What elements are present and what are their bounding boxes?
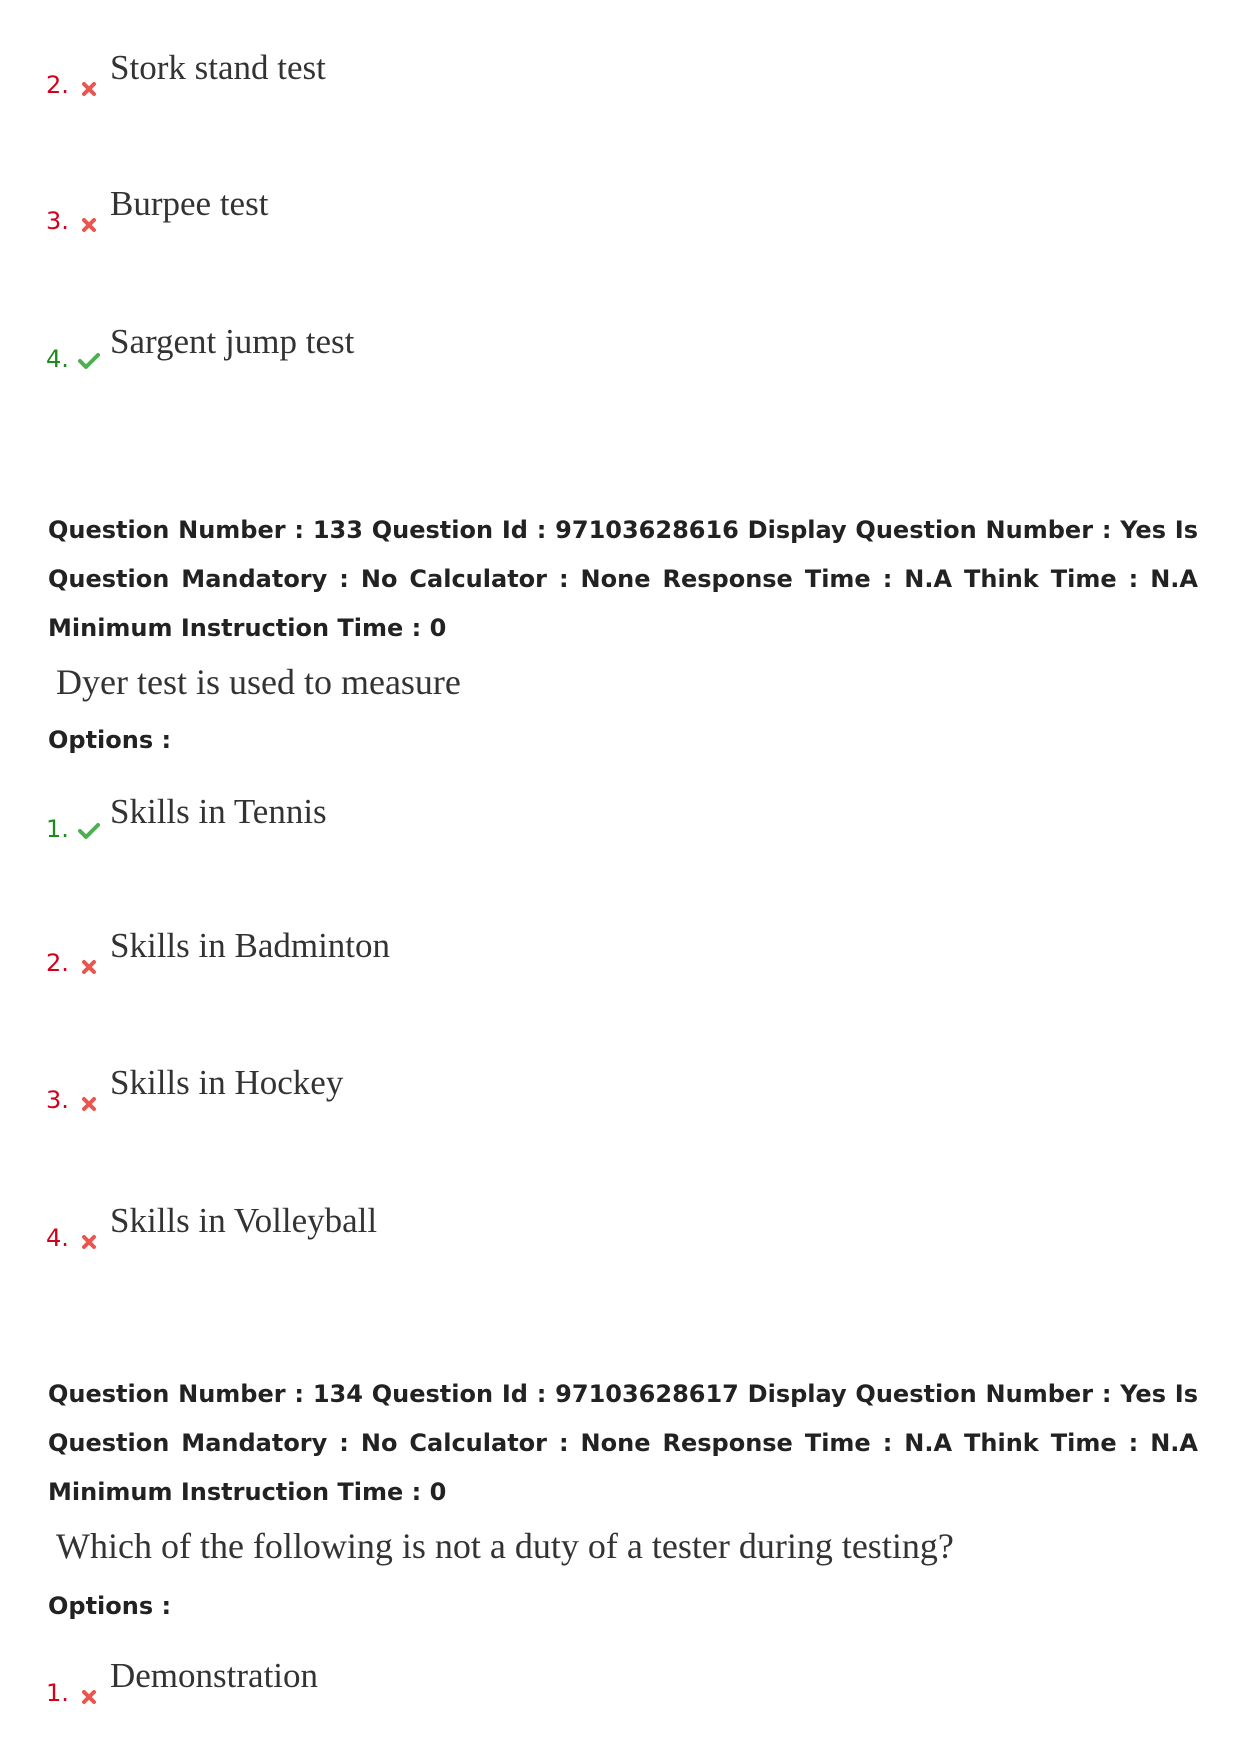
option-number: 4. xyxy=(46,345,69,373)
option-text: Skills in Tennis xyxy=(110,792,327,831)
option-row xyxy=(46,322,355,373)
option-text: Skills in Volleyball xyxy=(110,1201,378,1240)
option-row xyxy=(46,1063,344,1114)
cross-icon xyxy=(76,1234,102,1250)
option-number: 1. xyxy=(46,1679,69,1707)
option-row xyxy=(46,48,326,99)
check-icon xyxy=(76,351,102,371)
cross-icon xyxy=(76,959,102,975)
option-text: Sargent jump test xyxy=(110,322,355,361)
options-label: Options : xyxy=(48,726,172,754)
option-number: 1. xyxy=(46,815,69,843)
cross-icon xyxy=(76,81,102,97)
question-text: Dyer test is used to measure xyxy=(56,662,461,702)
option-text: Demonstration xyxy=(110,1656,319,1695)
option-text: Stork stand test xyxy=(110,48,326,87)
check-icon xyxy=(76,821,102,841)
cross-icon xyxy=(76,1689,102,1705)
question-meta: Question Number : 133 Question Id : 97103628616 Display Question Number : Yes Is Question Mandatory : No Calculator : None Response Time : N.A Think Time : N.A Minimum Instruction Time : 0 xyxy=(48,516,1198,642)
option-number: 2. xyxy=(46,949,69,977)
option-row xyxy=(46,1656,319,1707)
option-number: 4. xyxy=(46,1224,69,1252)
question-meta: Question Number : 134 Question Id : 97103628617 Display Question Number : Yes Is Question Mandatory : No Calculator : None Response Time : N.A Think Time : N.A Minimum Instruction Time : 0 xyxy=(48,1380,1198,1506)
option-text: Skills in Badminton xyxy=(110,926,391,965)
option-text: Skills in Hockey xyxy=(110,1063,344,1102)
cross-icon xyxy=(76,217,102,233)
option-row xyxy=(46,792,327,843)
option-text: Burpee test xyxy=(110,184,269,223)
option-row xyxy=(46,1201,378,1252)
options-label: Options : xyxy=(48,1592,172,1620)
question-text: Which of the following is not a duty of a tester during testing? xyxy=(56,1526,954,1566)
option-number: 3. xyxy=(46,1086,69,1114)
option-number: 2. xyxy=(46,71,69,99)
option-row xyxy=(46,184,269,235)
option-number: 3. xyxy=(46,207,69,235)
cross-icon xyxy=(76,1096,102,1112)
option-row xyxy=(46,926,391,977)
